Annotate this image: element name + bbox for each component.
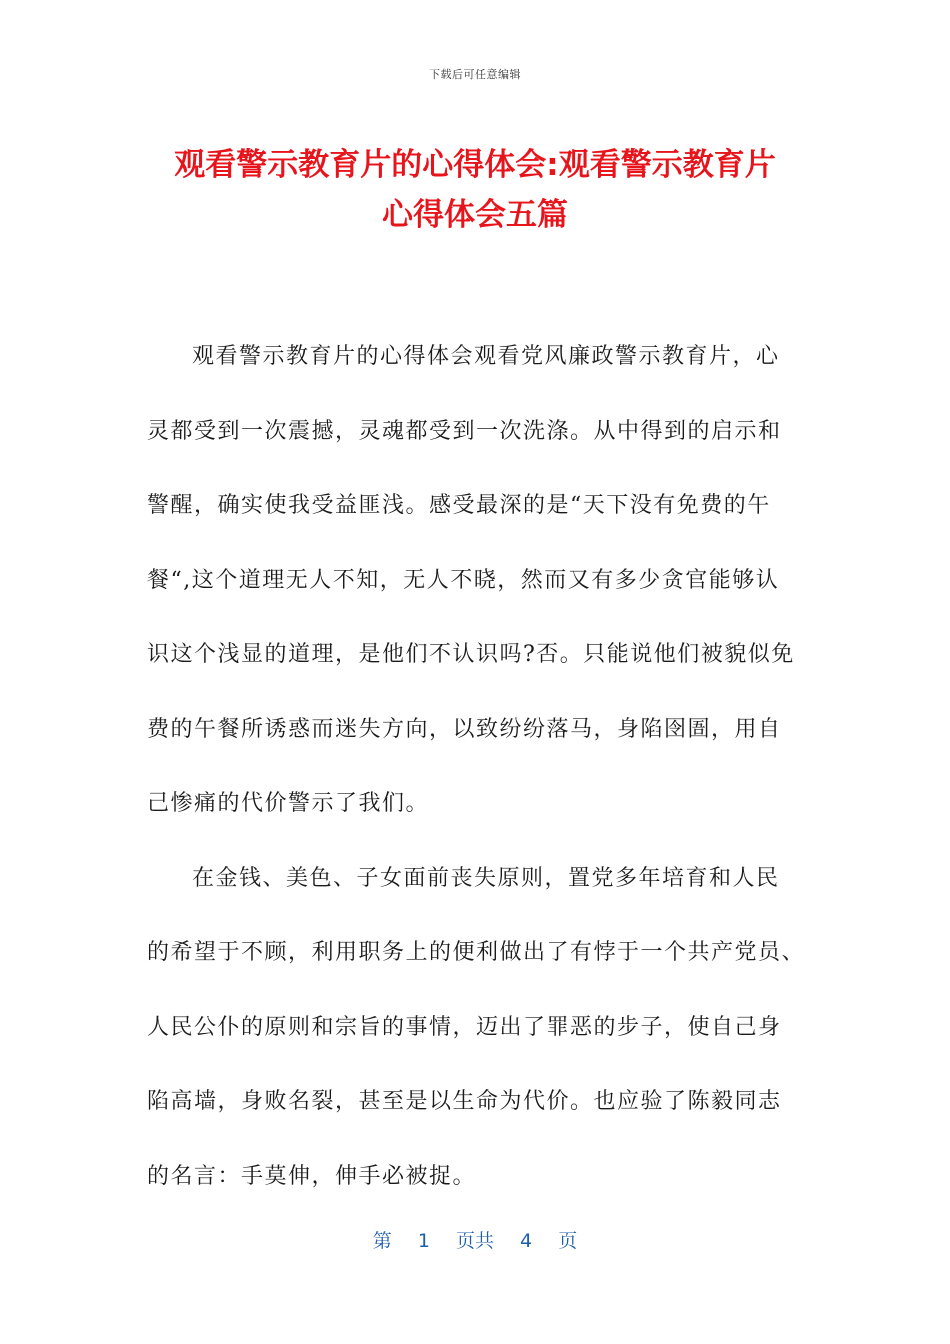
- paragraph-2: [147, 842, 807, 1215]
- document-title-line-1: 观看警示教育片的心得体会:观看警示教育片: [174, 147, 776, 183]
- paragraph-line: 观看警示教育片的心得体会观看党风廉政警示教育片，心: [192, 344, 780, 369]
- paragraph-line: 的名言：手莫伸，伸手必被捉。: [147, 1163, 477, 1189]
- document-body: [147, 320, 807, 1214]
- document-title: [120, 140, 830, 240]
- page-number: 1: [417, 1230, 430, 1252]
- page-total: 4: [520, 1230, 533, 1252]
- page-label-prefix: 第: [372, 1230, 392, 1252]
- paragraph-line: 灵都受到一次震撼，灵魂都受到一次洗涤。从中得到的启示和: [147, 418, 782, 444]
- paragraph-line: 人民公仆的原则和宗旨的事情，迈出了罪恶的步子，使自己身: [147, 1014, 782, 1040]
- page-label-middle: 页共: [455, 1230, 494, 1252]
- paragraph-line: 识这个浅显的道理，是他们不认识吗?否。只能说他们被貌似免: [147, 642, 795, 667]
- page-label-suffix: 页: [558, 1230, 578, 1252]
- paragraph-line: 餐“,这个道理无人不知，无人不晓，然而又有多少贪官能够认: [147, 567, 780, 593]
- page-footer: [0, 1226, 950, 1253]
- paragraph-line: 己惨痛的代价警示了我们。: [147, 791, 430, 816]
- header-note: 下载后可任意编辑: [429, 68, 521, 81]
- paragraph-line: 警醒，确实使我受益匪浅。感受最深的是“天下没有免费的午: [147, 493, 771, 518]
- paragraph-line: 在金钱、美色、子女面前丧失原则，置党多年培育和人民: [192, 865, 780, 891]
- document-title-line-2: 心得体会五篇: [382, 197, 568, 233]
- paragraph-1: [147, 320, 807, 842]
- paragraph-line: 的希望于不顾，利用职务上的便利做出了有悖于一个共产党员、: [147, 940, 806, 965]
- paragraph-line: 陷高墙，身败名裂，甚至是以生命为代价。也应验了陈毅同志: [147, 1089, 782, 1114]
- paragraph-line: 费的午餐所诱惑而迷失方向，以致纷纷落马，身陷囹圄，用自: [147, 716, 782, 742]
